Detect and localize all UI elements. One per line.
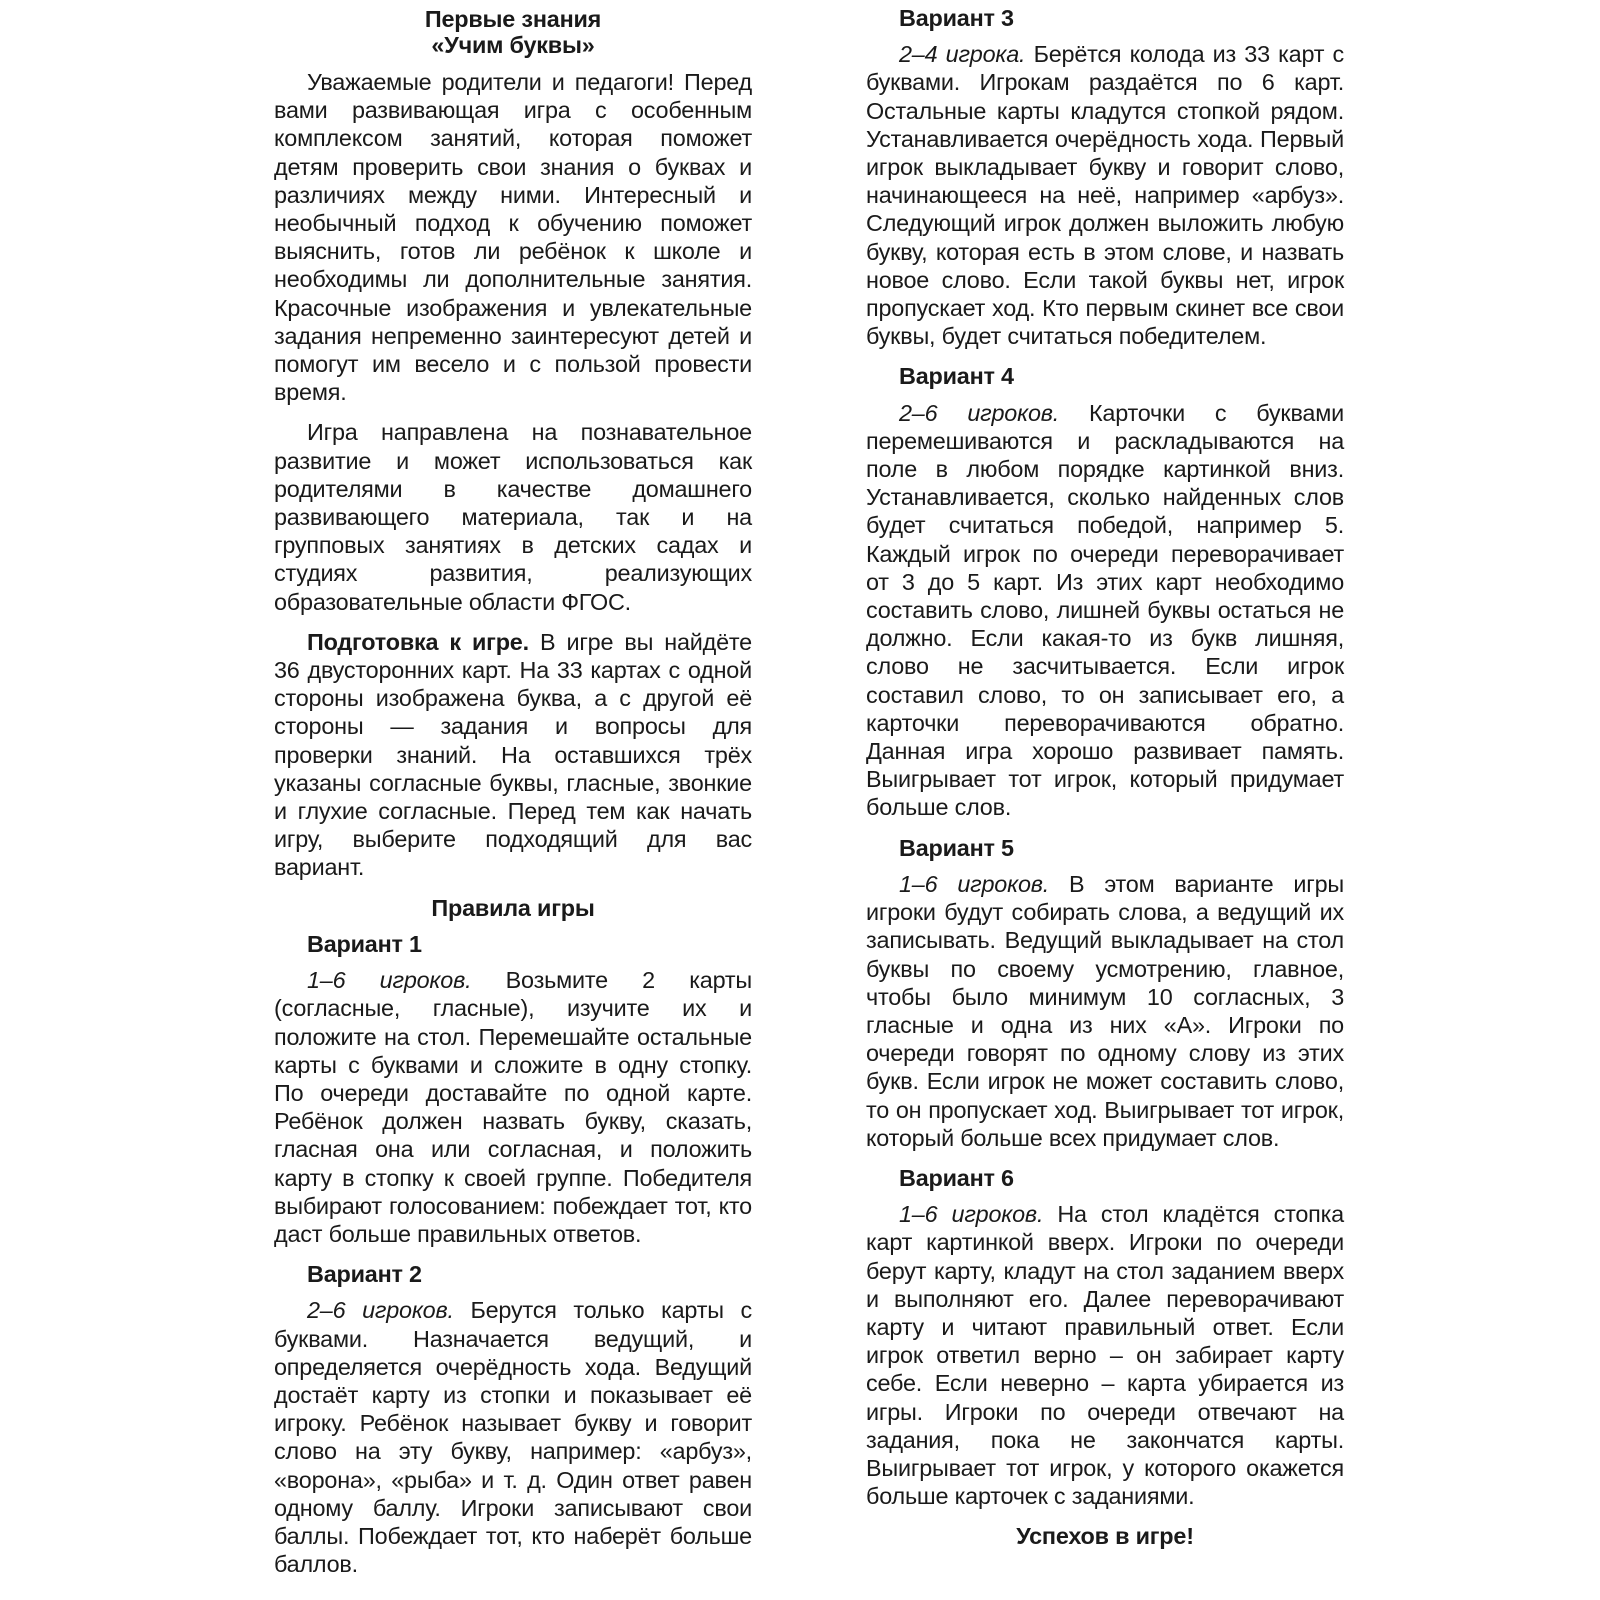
variant-2-text <box>274 1296 752 1578</box>
right-column <box>866 4 1344 1594</box>
preparation-paragraph <box>274 628 752 882</box>
variant-4-players: 2–6 игроков. <box>899 399 1060 426</box>
variant-6-text <box>866 1200 1344 1510</box>
title-line-1: Первые знания <box>424 6 602 32</box>
variant-3-text <box>866 40 1344 350</box>
intro-paragraph-1: Уважаемые родители и педагоги! Перед вами развивающая игра с особенным комплексом занятий, которая поможет детям проверить свои знания о буквах и различиях между ними. Интересный и необычный подход к обучению поможет выяснить, готов ли ребёнок к школе и необходимы ли дополнительные занятия. Красочные изображения и увлекательные задания непременно заинтересуют детей и помогут им весело и с пользой провести время. <box>274 69 752 406</box>
variant-4-text <box>866 399 1344 822</box>
variant-6-players: 1–6 игроков. <box>899 1201 1044 1228</box>
variant-4-heading: Вариант 4 <box>899 363 1014 390</box>
variant-3-players: 2–4 игрока. <box>899 41 1026 68</box>
preparation-text: В игре вы найдёте 36 двусторонних карт. На 33 картах с одной стороны изображена буква, а с другой её стороны — задания и вопросы для проверки знаний. На оставшихся трёх указаны согласные буквы, гласные, звонкие и глухие согласные. Перед тем как начать игру, выберите подходящий для вас вариант. <box>274 628 752 881</box>
intro-paragraph-2: Игра направлена на познавательное развитие и может использоваться как родителями в качестве домашнего развивающего материала, так и на групповых занятиях в детских садах и студиях развития, реализующих образовательные области ФГОС. <box>274 419 752 615</box>
variant-5-heading: Вариант 5 <box>899 834 1014 861</box>
left-column <box>274 4 752 1594</box>
variant-2-body: Берутся только карты с буквами. Назначается ведущий, и определяется очерёдность хода. Ведущий достаёт карту из стопки и показывает её игроку. Ребёнок называет букву и говорит слово на эту букву, например: «арбуз», «ворона», «рыба» и т. д. Один ответ равен одному баллу. Игроки записывают свои баллы. Побеждает тот, кто наберёт больше баллов. <box>274 1297 753 1578</box>
variant-2-players: 2–6 игроков. <box>307 1297 454 1324</box>
variant-1-body: Возьмите 2 карты (согласные, гласные), изучите их и положите на стол. Перемешайте остальные карты с буквами и сложите в одну стопку. По очереди доставайте по одной карте. Ребёнок должен назвать букву, сказать, гласная она или согласная, и положить карту в стопку к своей группе. Победителя выбирают голосованием: побеждает тот, кто даст больше правильных ответов. <box>274 967 752 1247</box>
preparation-lead: Подготовка к игре. <box>307 628 529 655</box>
variant-4-body: Карточки с буквами перемешиваются и раскладываются на поле в любом порядке картинкой вниз. Устанавливается, сколько найденных слов будет считаться победой, например 5. Каждый игрок по очереди переворачивает от 3 до 5 карт. Из этих карт необходимо составить слово, лишней буквы остаться не должно. Если какая-то из букв лишняя, слово не засчитывается. Если игрок составил слово, то он записывает его, а карточки переворачиваются обратно. Данная игра хорошо развивает память. Выигрывает тот игрок, который придумает больше слов. <box>866 399 1344 821</box>
rules-heading: Правила игры <box>431 894 595 921</box>
variant-3-body: Берётся колода из 33 карт с буквами. Игрокам раздаётся по 6 карт. Остальные карты кладутся стопкой рядом. Устанавливается очерёдность хода. Первый игрок выкладывает букву и говорит слово, начинающееся на неё, например «арбуз». Следующий игрок должен выложить любую букву, которая есть в этом слове, и назвать новое слово. Если такой буквы нет, игрок пропускает ход. Кто первым скинет все свои буквы, будет считаться победителем. <box>866 41 1344 350</box>
variant-1-text <box>274 966 752 1248</box>
variant-1-players: 1–6 игроков. <box>307 967 472 994</box>
variant-2-heading: Вариант 2 <box>307 1261 422 1288</box>
variant-5-body: В этом варианте игры игроки будут собирать слова, а ведущий их записывать. Ведущий выкладывает на стол буквы по своему усмотрению, главное, чтобы было минимум 10 согласных, 3 гласные и одна из них «А». Игроки по очереди говорят по одному слову из этих букв. Если игрок не может составить слово, то он пропускает ход. Выигрывает тот игрок, который больше всех придумает слов. <box>866 870 1344 1151</box>
variant-3-heading: Вариант 3 <box>899 5 1014 31</box>
variant-5-text <box>866 870 1344 1152</box>
instruction-page <box>274 4 1344 1594</box>
variant-6-heading: Вариант 6 <box>899 1164 1014 1191</box>
title-line-2: «Учим буквы» <box>431 32 595 58</box>
variant-6-body: На стол кладётся стопка карт картинкой вверх. Игроки по очереди берут карту, кладут на стол заданием вверх и выполняют его. Далее переворачивают карту и читают правильный ответ. Если игрок ответил верно – он забирает карту себе. Если неверно – карта убирается из игры. Игроки по очереди отвечают на задания, пока не закончатся карты. Выигрывает тот игрок, у которого окажется больше карточек с заданиями. <box>866 1201 1344 1510</box>
variant-1-heading: Вариант 1 <box>307 930 422 957</box>
page-title <box>274 6 752 58</box>
closing-line: Успехов в игре! <box>1016 1523 1194 1550</box>
variant-5-players: 1–6 игроков. <box>899 870 1050 897</box>
